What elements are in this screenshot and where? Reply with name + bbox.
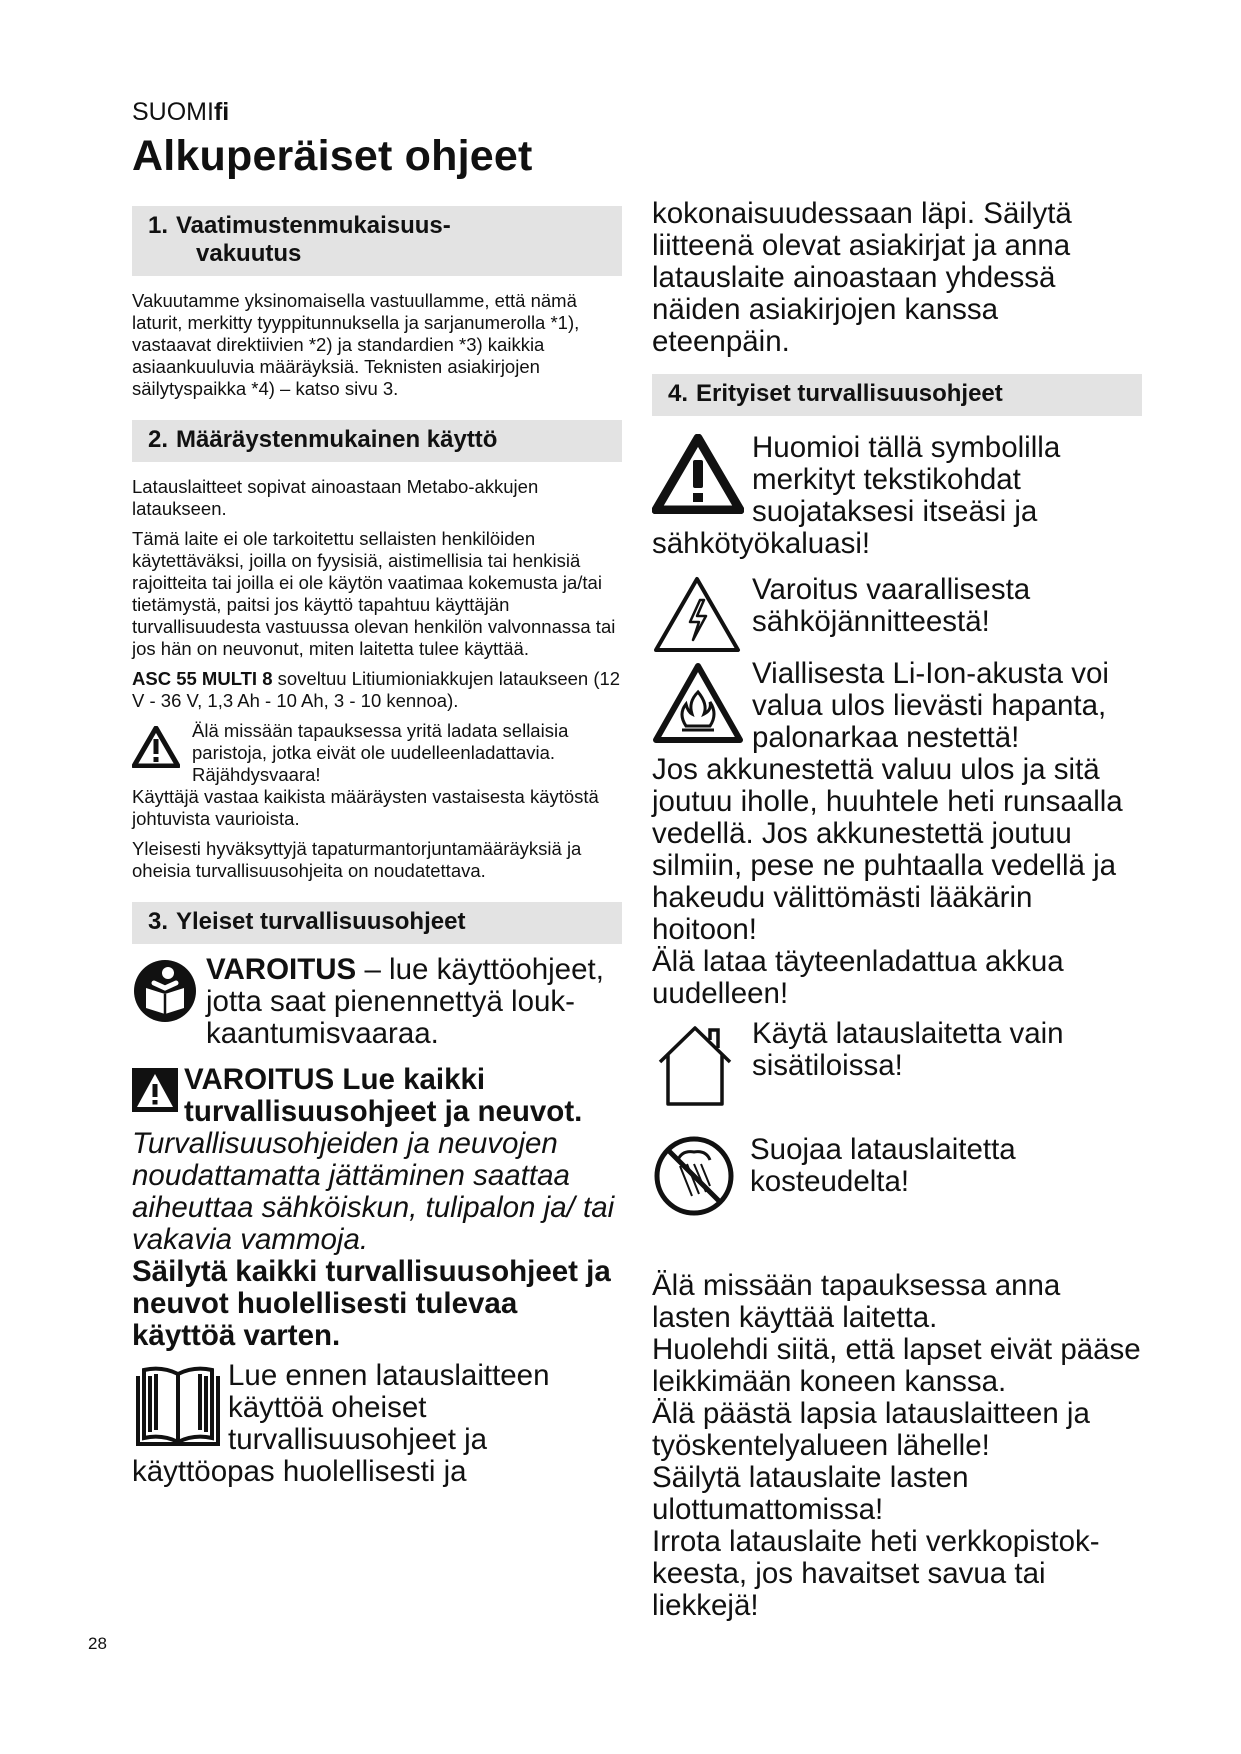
declaration-text: Vakuutamme yksinomaisella vastuullamme, että nämä laturit, merkitty tyyppitunnuksella ja sarjanumerolla *1), vastaavat direktiivien *2) ja standardien *3) kaikkia asiaankuuluvia määräyksiä. Teknisten asiakirjojen säilytyspaikka *4) – katso sivu 3. <box>132 290 580 399</box>
children-play-text: Huolehdi siitä, että lapset eivät pääse leikkimään koneen kanssa. <box>652 1333 1141 1398</box>
no-moisture-icon <box>652 1134 736 1218</box>
warning-triangle-icon <box>132 720 192 768</box>
section-4-heading <box>652 374 1142 416</box>
intended-use-p4: Käyttäjä vastaa kaikista määräysten vastaisesta käytöstä johtuvista vaurioista. <box>132 786 599 829</box>
keep-away-text: Säilytä latauslaite lasten ulottumattomissa! <box>652 1461 969 1526</box>
language-code: fi <box>213 98 230 126</box>
right-column <box>652 198 1142 1622</box>
left-column <box>132 206 622 1488</box>
intended-use-p2: Tämä laite ei ole tarkoitettu sellaisten henkilöiden käytettäväksi, joilla on fyysisiä, aistimellisia tai henkisiä rajoitteita tai joilla ei ole käytön vaatimaa kokemusta ja/tai tietämystä, paitsi jos käyttö tapahtuu käyttäjän turvallisuudesta vastuussa olevan henkilön valvonnassa tai jos hän on neuvonut, miten laitetta tulee käyttää. <box>132 528 616 659</box>
symbol-attention <box>652 432 1142 560</box>
section-3-heading <box>132 902 622 944</box>
language-label <box>132 98 229 127</box>
no-recharge-text: Älä lataa täyteenladattua akkua uudelleen! <box>652 945 1064 1010</box>
read-manual-icon <box>132 954 206 1024</box>
children-use-text: Älä missään tapauksessa anna lasten käyttää laitetta. <box>652 1269 1061 1334</box>
intended-use-p5: Yleisesti hyväksyttyjä tapaturmantorjuntamääräyksiä ja oheisia turvallisuusohjeita on noudatettava. <box>132 838 582 881</box>
read-all-italic-text: Turvallisuusohjeiden ja neuvojen noudattamatta jättäminen saattaa aiheuttaa sähköiskun, tulipalon ja/ tai vakavia vammoja. <box>132 1127 615 1256</box>
battery-fluid-text: Jos akkunestettä valuu ulos ja sitä joutuu iholle, huuhtele heti runsaalla vedellä. Jos akkunestettä joutuu silmiin, pese ne puhtaalla vedellä ja hakeudu välittömästi lääkärin hoitoon! <box>652 753 1123 946</box>
section-1-heading <box>132 206 622 276</box>
section-2-title: Määräystenmukainen käyttö <box>176 426 498 453</box>
page-title: Alkuperäiset ohjeet <box>132 132 533 180</box>
voltage-warning-text: Varoitus vaarallisesta sähköjännitteestä! <box>752 573 1031 638</box>
read-manual-text <box>206 954 622 1050</box>
section-number: 2. <box>148 426 169 453</box>
intended-use-p3 <box>132 668 622 712</box>
explosion-warning <box>132 720 622 786</box>
battery-leak-text: Viallisesta Li-Ion-akusta voi valua ulos lievästi hapanta, palonarkaa nestettä! <box>752 657 1109 754</box>
warning-box-icon <box>132 1064 178 1112</box>
warning-triangle-icon <box>652 434 744 514</box>
language-name: SUOMI <box>132 98 214 126</box>
book-icon <box>132 1362 224 1452</box>
high-voltage-icon <box>652 574 742 654</box>
house-icon <box>652 1024 738 1108</box>
unplug-text: Irrota latauslaite heti verkkopistokkeesta, jos havaitset savua tai liekkejä! <box>652 1525 1100 1622</box>
model-name: ASC 55 MULTI 8 <box>132 668 273 689</box>
read-before-use <box>132 1360 622 1488</box>
voltage-warning <box>652 574 1142 638</box>
read-before-use-text: Lue ennen latauslaitteen käyttöä oheiset turvallisuusohjeet ja käyttöopas huolellisesti ja <box>132 1359 550 1488</box>
children-distance-text: Älä päästä lapsia latauslaitteen ja työskentelyalueen lähelle! <box>652 1397 1090 1462</box>
section-number: 1. <box>148 212 169 239</box>
model-description: soveltuu Litiumioniakkujen lataukseen (12 V - 36 V, 1,3 Ah - 10 Ah, 3 - 10 kennoa). <box>132 668 621 711</box>
read-all-instructions-warning <box>132 1064 622 1256</box>
moisture-text: Suojaa latauslaitetta kosteudelta! <box>750 1133 1016 1198</box>
section-4-title: Erityiset turvallisuusohjeet <box>696 380 1003 407</box>
section-1-title-line1: Vaatimustenmukaisuus- <box>176 212 451 239</box>
section-2-heading <box>132 420 622 462</box>
intended-use-p1: Latauslaitteet sopivat ainoastaan Metabo-akkujen lataukseen. <box>132 476 539 519</box>
section-1-title-line2: vakuutus <box>196 240 302 267</box>
explosion-warning-text: Älä missään tapauksessa yritä ladata sellaisia paristoja, jotka eivät ole uudelleenladattavia. Räjähdysvaara! <box>192 720 569 785</box>
battery-leak-warning <box>652 658 1142 754</box>
page-number: 28 <box>88 1634 107 1653</box>
symbol-attention-text: Huomioi tällä symbolilla merkityt tekstikohdat suojataksesi itseäsi ja sähkötyökaluasi! <box>652 431 1061 560</box>
keep-instructions-text: Säilytä kaikki turvallisuusohjeet ja neuvot huolellisesti tulevaa käyttöä varten. <box>132 1255 611 1352</box>
section-3-title: Yleiset turvallisuusohjeet <box>176 908 466 935</box>
indoor-use <box>652 1018 1142 1082</box>
read-manual-warning <box>132 954 622 1050</box>
indoor-use-text: Käytä latauslaitetta vain sisätiloissa! <box>752 1017 1064 1082</box>
read-manual-rest: – lue käyttöohjeet, jotta saat pienennettyä loukkaantumisvaaraa. <box>206 953 604 1050</box>
read-all-bold-text: VAROITUS Lue kaikki turvallisuusohjeet ja neuvot. <box>184 1063 583 1128</box>
section-number: 4. <box>668 380 689 407</box>
section-number: 3. <box>148 908 169 935</box>
warning-word: VAROITUS <box>206 953 357 986</box>
moisture-warning <box>652 1108 1142 1198</box>
flammable-icon <box>652 662 744 744</box>
continued-text: kokonaisuudessaan läpi. Säilytä liitteenä olevat asiakirjat ja anna latauslaite ainoastaan yhdessä näiden asiakirjojen kanssa eteenpäin. <box>652 197 1072 358</box>
